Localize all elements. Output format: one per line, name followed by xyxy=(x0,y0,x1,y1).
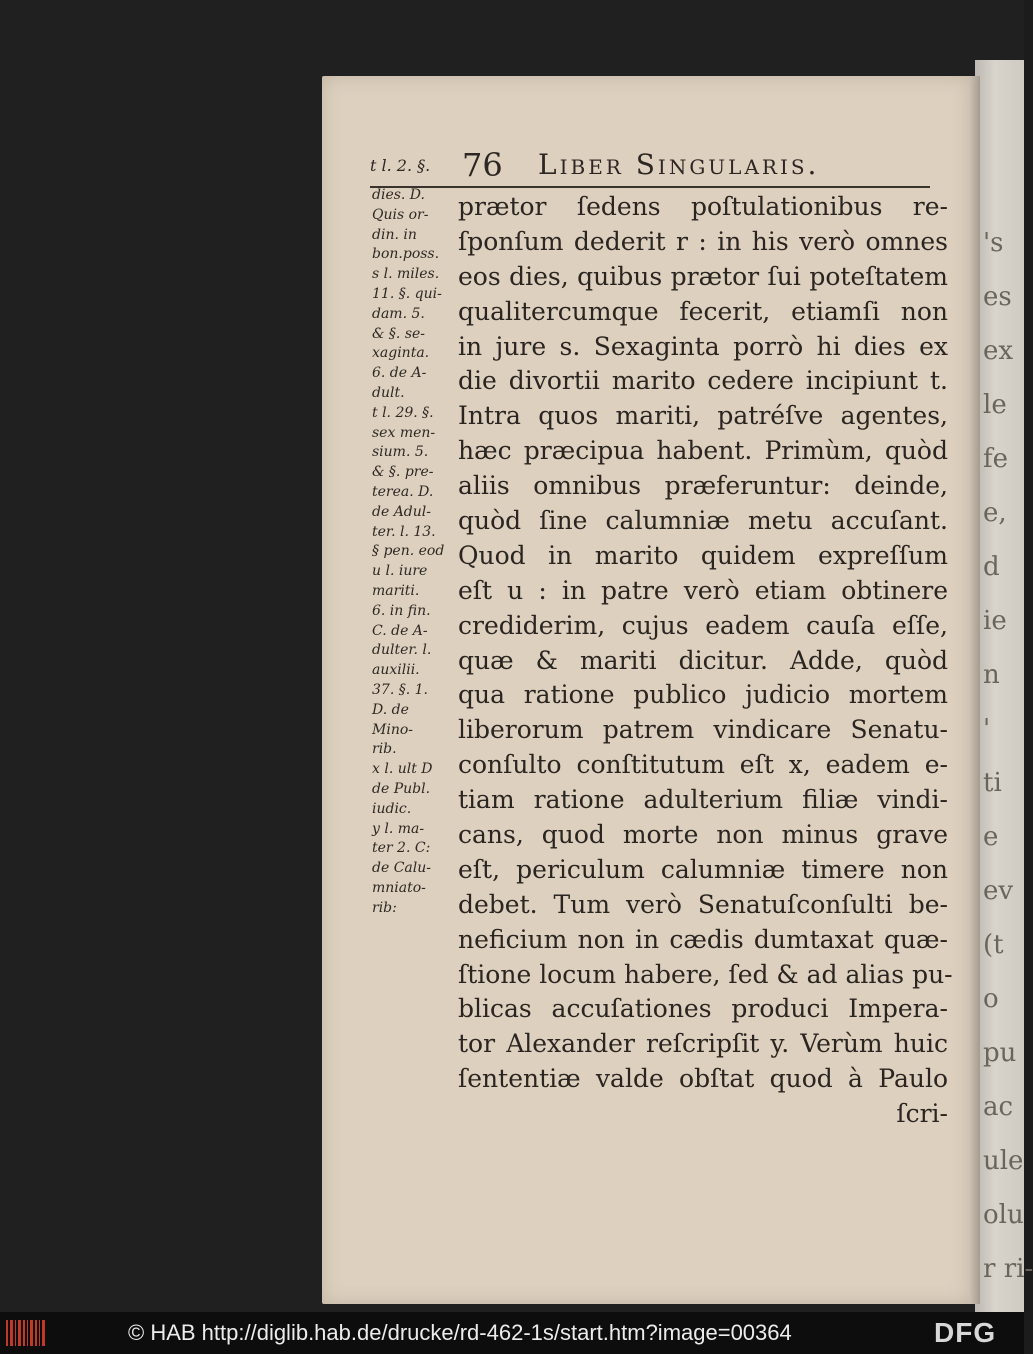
adjacent-page-fragment: d xyxy=(983,552,1000,582)
barcode-icon xyxy=(6,1320,46,1346)
adjacent-page-fragment: 's xyxy=(983,228,1004,258)
margin-note: iudic. xyxy=(372,800,412,817)
margin-note: de Calu- xyxy=(372,860,431,877)
margin-note: u l. iure xyxy=(372,563,428,580)
margin-note: & §. pre- xyxy=(372,464,434,481)
text-line: quòd ſine calumniæ metu accuſant. xyxy=(458,506,948,536)
adjacent-page-fragment: fe xyxy=(983,444,1009,474)
text-line: Quod in marito quidem expreſſum xyxy=(458,540,948,570)
margin-note: rib. xyxy=(372,741,397,758)
running-head-title: Liber Singularis. xyxy=(538,148,820,181)
margin-note: sex men- xyxy=(372,424,436,441)
text-line: aliis omnibus præferuntur: deinde, xyxy=(458,471,948,501)
footer-bar xyxy=(0,1312,1024,1354)
adjacent-page-fragment: (t xyxy=(983,930,1004,960)
text-line: qua ratione publico judicio mortem xyxy=(458,680,948,710)
margin-note: din. in xyxy=(372,226,417,243)
margin-note: ter 2. C: xyxy=(372,840,431,857)
margin-note: 37. §. 1. xyxy=(372,681,428,698)
adjacent-page-fragment: ev xyxy=(983,876,1014,906)
adjacent-page-fragment: r ri- xyxy=(983,1254,1033,1284)
margin-note: sium. 5. xyxy=(372,444,429,461)
adjacent-page-fragment: o xyxy=(983,984,999,1014)
text-line: in jure s. Sexaginta porrò hi dies ex xyxy=(458,331,948,361)
margin-note: 6. in fin. xyxy=(372,602,431,619)
text-line: die divortii marito cedere incipiunt t. xyxy=(458,366,948,396)
adjacent-page-fragment: e xyxy=(983,822,999,852)
text-line: prætor ſedens poſtulationibus re- xyxy=(458,192,948,221)
text-line: qualitercumque fecerit, etiamſi non xyxy=(458,296,948,326)
text-line: tor Alexander reſcripſit y. Verùm huic xyxy=(458,1029,948,1059)
adjacent-page-fragment: olu xyxy=(983,1200,1024,1230)
body-text xyxy=(458,190,953,1132)
adjacent-page-fragment: n xyxy=(983,660,1000,690)
margin-note: dulter. l. xyxy=(372,642,432,659)
margin-note: rib: xyxy=(372,899,397,916)
margin-note: auxilii. xyxy=(372,662,420,679)
margin-note: & §. se- xyxy=(372,325,426,342)
margin-note: dam. 5. xyxy=(372,305,425,322)
text-line: hæc præcipua habent. Primùm, quòd xyxy=(458,436,948,466)
margin-note: dies. D. xyxy=(372,187,425,203)
text-line: conſulto conſtitutum eſt x, eadem e- xyxy=(458,750,948,780)
text-line: crediderim, cujus eadem cauſa eſſe, xyxy=(458,610,948,640)
margin-note: § pen. eod xyxy=(372,543,445,560)
running-head-reference: t l. 2. §. xyxy=(370,156,431,175)
margin-note: mniato- xyxy=(372,879,426,896)
adjacent-page-fragment: es xyxy=(983,282,1012,312)
text-line: blicas accuſationes produci Impera- xyxy=(458,994,948,1024)
adjacent-page-fragment: pu xyxy=(983,1038,1017,1068)
margin-note: D. de xyxy=(372,701,409,718)
text-line: cans, quod morte non minus grave xyxy=(458,820,948,850)
margin-note: 11. §. qui- xyxy=(372,285,442,302)
adjacent-page-fragment: ac xyxy=(983,1092,1014,1122)
margin-note: de Adul- xyxy=(372,503,431,520)
text-line: liberorum patrem vindicare Senatu- xyxy=(458,715,948,745)
text-line: eſt u : in patre verò etiam obtinere xyxy=(458,575,948,605)
page-number: 76 xyxy=(462,146,503,184)
dfg-logo: DFG xyxy=(934,1317,997,1348)
margin-note: de Publ. xyxy=(372,780,431,797)
adjacent-page-fragment: ex xyxy=(983,336,1014,366)
margin-note: y l. ma- xyxy=(372,820,425,837)
text-line: ſententiæ valde obſtat quod à Paulo xyxy=(458,1064,948,1094)
margin-note: t l. 29. §. xyxy=(372,404,434,421)
text-line: ſtione locum habere, ſed & ad alias pu- xyxy=(458,959,953,989)
margin-note: mariti. xyxy=(372,582,420,599)
text-line: eſt, periculum calumniæ timere non xyxy=(458,854,948,884)
margin-notes xyxy=(372,186,458,918)
margin-note: 6. de A- xyxy=(372,365,427,382)
margin-note: Mino- xyxy=(372,721,413,738)
adjacent-page-fragment: ti xyxy=(983,768,1002,798)
adjacent-page-fragment: ie xyxy=(983,606,1007,636)
adjacent-page-edge xyxy=(975,60,1033,1312)
margin-note: ter. l. 13. xyxy=(372,523,436,540)
running-head xyxy=(370,146,940,186)
adjacent-page-fragment: ' xyxy=(983,714,991,744)
text-line: quæ & mariti dicitur. Adde, quòd xyxy=(458,645,948,675)
margin-note: bon.poss. xyxy=(372,246,440,263)
adjacent-page-fragment: le xyxy=(983,390,1007,420)
text-line: neficium non in cædis dumtaxat quæ- xyxy=(458,924,948,954)
text-line: tiam ratione adulterium filiæ vindi- xyxy=(458,785,948,815)
margin-note: terea. D. xyxy=(372,483,434,500)
margin-note: s l. miles. xyxy=(372,266,440,283)
margin-note: x l. ult D xyxy=(372,761,433,778)
margin-note: dult. xyxy=(372,384,405,401)
text-line: debet. Tum verò Senatuſconſulti be- xyxy=(458,889,948,919)
adjacent-page-fragment: e, xyxy=(983,498,1007,528)
text-line: Intra quos mariti, patréſve agentes, xyxy=(458,401,948,431)
text-line: ſcri- xyxy=(896,1099,948,1129)
adjacent-page-fragment: ule xyxy=(983,1146,1024,1176)
copyright-url[interactable]: © HAB http://diglib.hab.de/drucke/rd-462-1s/start.htm?image=00364 xyxy=(128,1320,792,1345)
text-line: ſponſum dederit r : in his verò omnes xyxy=(458,226,948,256)
margin-note: Quis or- xyxy=(372,206,429,223)
text-line: eos dies, quibus prætor ſui poteſtatem xyxy=(458,261,948,291)
margin-note: xaginta. xyxy=(372,345,430,362)
margin-note: C. de A- xyxy=(372,622,428,639)
